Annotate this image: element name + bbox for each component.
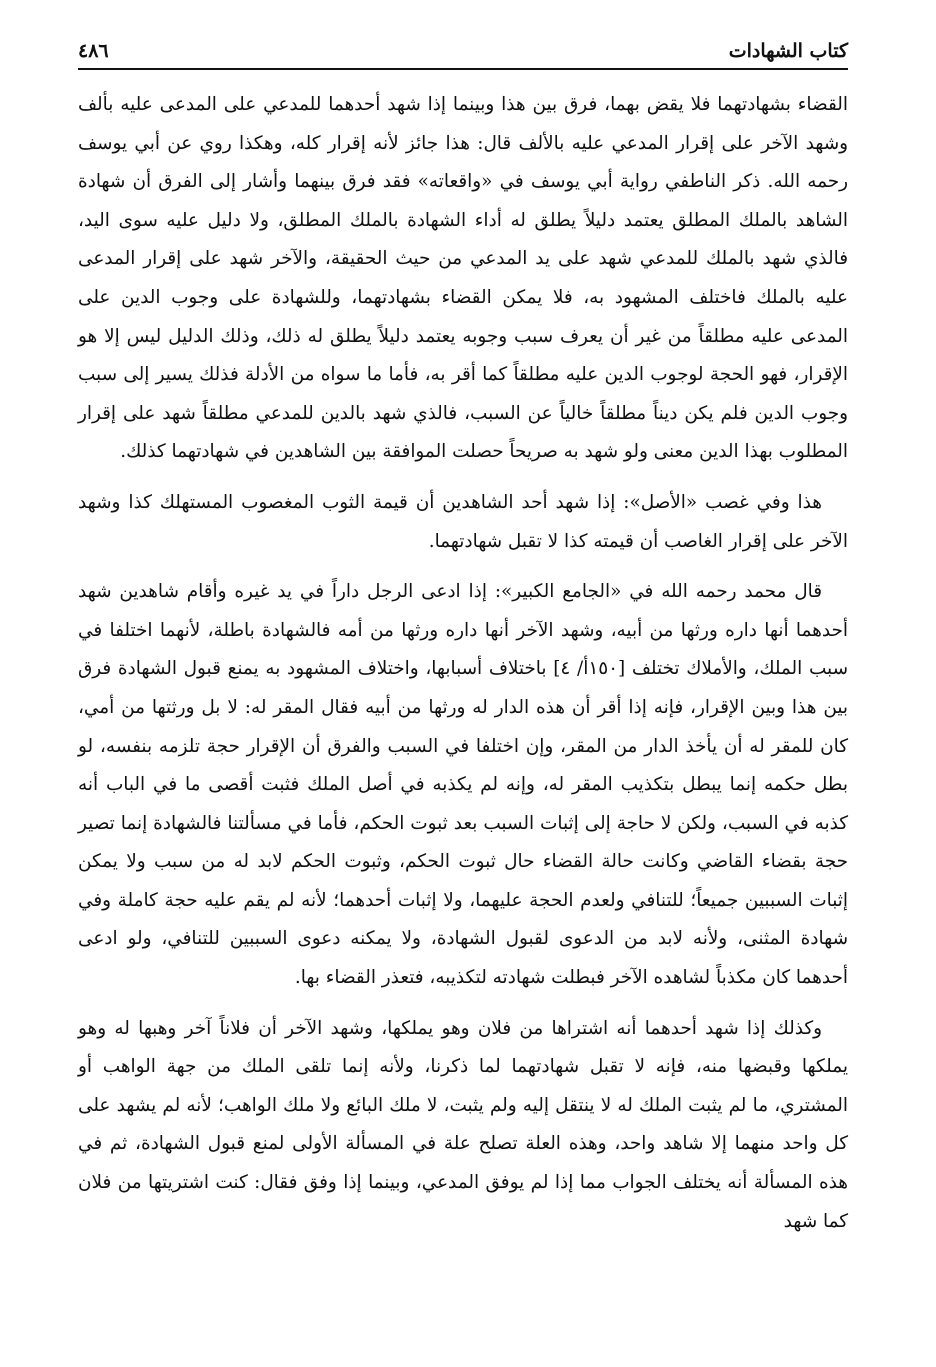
book-page	[78, 30, 848, 1350]
page-number: ٤٨٦	[78, 40, 109, 62]
running-header	[78, 30, 848, 70]
chapter-title: كتاب الشهادات	[728, 40, 848, 62]
main-text	[78, 86, 848, 1241]
paragraph-4: وكذلك إذا شهد أحدهما أنه اشتراها من فلان وهو يملكها، وشهد الآخر أن فلاناً آخر وهبها له وهو يملكها وقبضها منه، فإنه لا تقبل شهادتهما لما ذكرنا، ولأنه إنما تلقى الملك من جهة الواهب أو المشتري، ما لم يثبت الملك له لا ينتقل إليه ولم يثبت، لا ملك البائع ولا ملك الواهب؛ لأنه لم يشهد على كل واحد منهما إلا شاهد واحد، وهذه العلة تصلح علة في المسألة الأولى لمنع قبول الشهادة، ثم في هذه المسألة أنه يختلف الجواب مما إذا لم يوفق المدعي، وبينما إذا وفق فقال: كنت اشتريتها من فلان كما شهد	[78, 1017, 848, 1232]
paragraph-1: القضاء بشهادتهما فلا يقض بهما، فرق بين هذا وبينما إذا شهد أحدهما للمدعي على المدعى عليه بألف وشهد الآخر على إقرار المدعي عليه بالألف قال: هذا جائز لأنه إقرار كله، وهكذا روي عن أبي يوسف رحمه الله. ذكر الناطفي رواية أبي يوسف في «واقعاته» فقد فرق بينهما وأشار إلى الفرق أن شهادة الشاهد بالملك المطلق يعتمد دليلاً يطلق له أداء الشهادة بالملك المطلق، ولا دليل عليه سوى اليد، فالذي شهد بالملك للمدعي شهد على يد المدعي من حيث الحقيقة، والآخر شهد على إقرار المدعى عليه بالملك فاختلف المشهود به، فلا يمكن القضاء بشهادتهما، وللشهادة على وجوب الدين على المدعى عليه مطلقاً من غير أن يعرف سبب وجوبه يعتمد دليلاً يطلق له ذلك، وذلك الدليل ليس إلا هو الإقرار، فهو الحجة لوجوب الدين عليه مطلقاً كما أقر به، فأما ما سواه من الأدلة فذلك يسير إلى سبب وجوب الدين فلم يكن ديناً مطلقاً خالياً عن السبب، فالذي شهد بالدين للمدعي مطلقاً شهد على إقرار المطلوب بهذا الدين معنى ولو شهد به صريحاً حصلت الموافقة بين الشاهدين في شهادتهما كذلك.	[78, 94, 848, 463]
paragraph-2: هذا وفي غصب «الأصل»: إذا شهد أحد الشاهدين أن قيمة الثوب المغصوب المستهلك كذا وشهد الآخر على إقرار الغاصب أن قيمته كذا لا تقبل شهادتهما.	[78, 491, 848, 552]
paragraph-3: قال محمد رحمه الله في «الجامع الكبير»: إذا ادعى الرجل داراً في يد غيره وأقام شاهدين شهد أحدهما أنها داره ورثها من أبيه، وشهد الآخر أنها داره ورثها من أمه فالشهادة باطلة، لأنهما اختلفا في سبب الملك، والأملاك تختلف [١٥٠أ/ ٤] باختلاف أسبابها، واختلاف المشهود به يمنع قبول الشهادة فرق بين هذا وبين الإقرار، فإنه إذا أقر أن هذه الدار له ورثها من أبيه فقال المقر له: لا بل ورثتها من أمي، كان للمقر له أن يأخذ الدار من المقر، وإن اختلفا في السبب والفرق أن الإقرار حجة تلزمه بنفسه، لو بطل حكمه إنما يبطل بتكذيب المقر له، وإنه لم يكذبه في أصل الملك فثبت أقصى ما في الباب أنه كذبه في السبب، ولكن لا حاجة إلى إثبات السبب بعد ثبوت الحكم، فأما في مسألتنا فالشهادة إنما تصير حجة بقضاء القاضي وكانت حالة القضاء حال ثبوت الحكم، وثبوت الحكم لابد له من سبب ولا يمكن إثبات السببين جميعاً؛ للتنافي ولعدم الحجة عليهما، ولا إثبات أحدهما؛ لأنه لم يقم عليه حجة كاملة وفي شهادة المثنى، ولأنه لابد من الدعوى لقبول الشهادة، ولا يمكنه دعوى السببين للتنافي، ولو ادعى أحدهما كان مكذباً لشاهده الآخر فبطلت شهادته لتكذيبه، فتعذر القضاء بها.	[78, 581, 848, 989]
